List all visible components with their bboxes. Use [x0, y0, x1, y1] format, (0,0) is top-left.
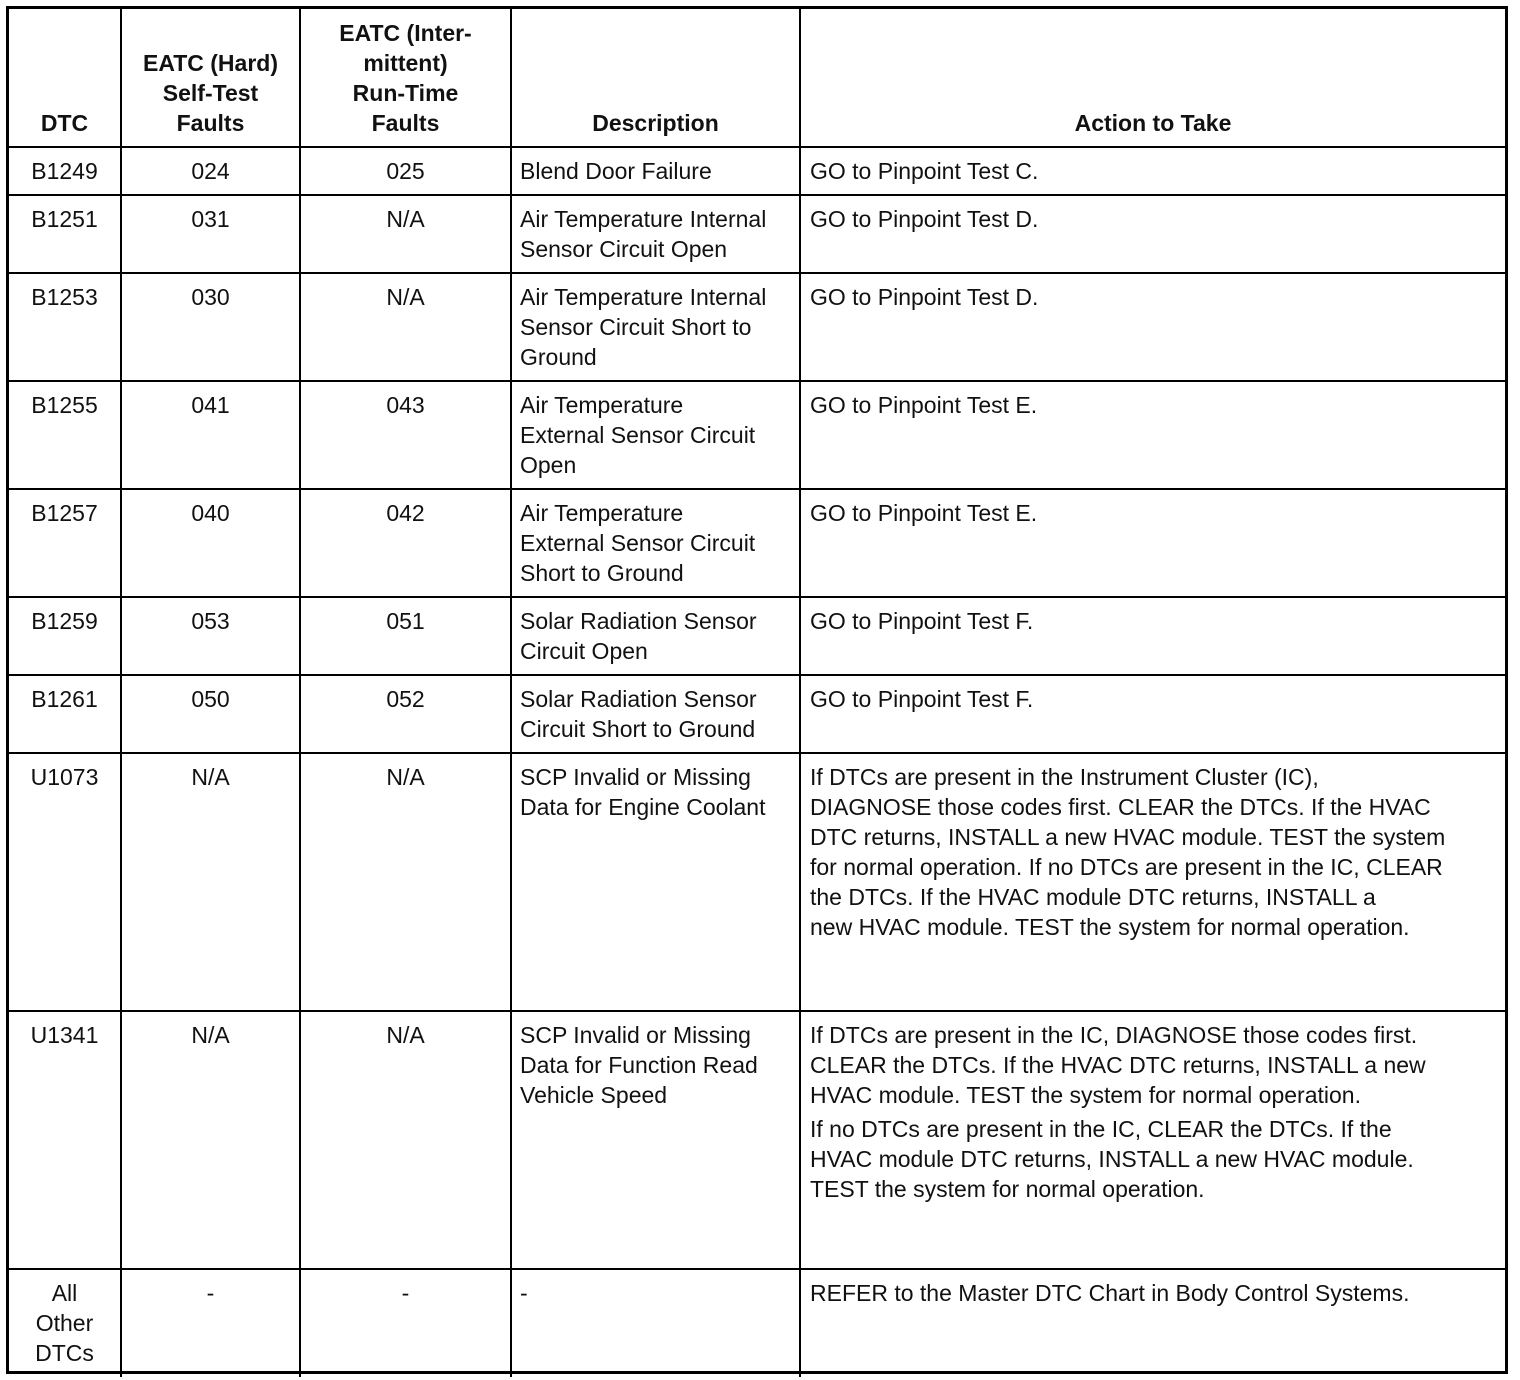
action-paragraph: If no DTCs are present in the IC, CLEAR the DTCs. If the HVAC module DTC returns, INSTALL a new HVAC module. TEST the system for normal operation.: [810, 1116, 1414, 1202]
cell-action: [800, 273, 1505, 381]
cell-dtc-code: B1257: [9, 489, 121, 597]
cell-intermittent-fault: 052: [300, 675, 511, 753]
action-paragraph: REFER to the Master DTC Chart in Body Control Systems.: [810, 1280, 1410, 1306]
cell-action: [800, 381, 1505, 489]
action-paragraph: If DTCs are present in the Instrument Cluster (IC), DIAGNOSE those codes first. CLEAR the DTCs. If the HVAC DTC returns, INSTALL a new HVAC module. TEST the system for normal operation. If no DTCs are present in the IC, CLEAR the DTCs. If the HVAC module DTC returns, INSTALL a new HVAC module. TEST the system for normal operation.: [810, 764, 1446, 940]
cell-description: Air Temperature Internal Sensor Circuit Short to Ground: [511, 273, 800, 381]
action-paragraph: GO to Pinpoint Test E.: [810, 392, 1038, 418]
table-row: [9, 753, 1505, 1011]
table-row: [9, 675, 1505, 753]
cell-dtc-code: B1251: [9, 195, 121, 273]
cell-action: [800, 675, 1505, 753]
cell-intermittent-fault: N/A: [300, 273, 511, 381]
cell-intermittent-fault: N/A: [300, 195, 511, 273]
action-paragraph: GO to Pinpoint Test F.: [810, 608, 1034, 634]
cell-intermittent-fault: 051: [300, 597, 511, 675]
table-row: [9, 597, 1505, 675]
cell-description: -: [511, 1269, 800, 1377]
cell-action: [800, 195, 1505, 273]
header-dtc: DTC: [9, 9, 121, 147]
cell-hard-fault: N/A: [121, 1011, 300, 1269]
table-row: [9, 273, 1505, 381]
cell-intermittent-fault: -: [300, 1269, 511, 1377]
table-row: [9, 1269, 1505, 1377]
header-action: Action to Take: [800, 9, 1505, 147]
cell-action: [800, 1011, 1505, 1269]
header-description: Description: [511, 9, 800, 147]
action-paragraph: GO to Pinpoint Test E.: [810, 500, 1038, 526]
cell-hard-fault: -: [121, 1269, 300, 1377]
cell-description: Solar Radiation Sensor Circuit Short to Ground: [511, 675, 800, 753]
cell-dtc-code: All Other DTCs: [9, 1269, 121, 1377]
cell-hard-fault: 050: [121, 675, 300, 753]
header-hard-faults: EATC (Hard) Self-Test Faults: [121, 9, 300, 147]
table-row: [9, 1011, 1505, 1269]
cell-action: [800, 597, 1505, 675]
table-row: [9, 489, 1505, 597]
cell-dtc-code: B1253: [9, 273, 121, 381]
cell-hard-fault: 030: [121, 273, 300, 381]
cell-hard-fault: 024: [121, 147, 300, 195]
cell-hard-fault: 031: [121, 195, 300, 273]
cell-description: Air Temperature External Sensor Circuit Short to Ground: [511, 489, 800, 597]
cell-description: SCP Invalid or Missing Data for Function Read Vehicle Speed: [511, 1011, 800, 1269]
table-row: [9, 147, 1505, 195]
cell-action: [800, 1269, 1505, 1377]
cell-hard-fault: 040: [121, 489, 300, 597]
header-row: [9, 9, 1505, 147]
cell-intermittent-fault: 042: [300, 489, 511, 597]
action-paragraph: GO to Pinpoint Test D.: [810, 284, 1039, 310]
table-row: [9, 381, 1505, 489]
cell-intermittent-fault: N/A: [300, 753, 511, 1011]
header-intermittent-faults: EATC (Inter- mittent) Run-Time Faults: [300, 9, 511, 147]
cell-description: Air Temperature Internal Sensor Circuit Open: [511, 195, 800, 273]
cell-hard-fault: 041: [121, 381, 300, 489]
dtc-table: [9, 9, 1505, 1377]
cell-action: [800, 489, 1505, 597]
cell-description: SCP Invalid or Missing Data for Engine Coolant: [511, 753, 800, 1011]
cell-hard-fault: N/A: [121, 753, 300, 1011]
cell-action: [800, 753, 1505, 1011]
action-paragraph: GO to Pinpoint Test F.: [810, 686, 1034, 712]
cell-action: [800, 147, 1505, 195]
dtc-table-frame: [6, 6, 1508, 1374]
action-paragraph: GO to Pinpoint Test D.: [810, 206, 1039, 232]
cell-dtc-code: B1249: [9, 147, 121, 195]
cell-dtc-code: B1261: [9, 675, 121, 753]
cell-intermittent-fault: 043: [300, 381, 511, 489]
cell-description: Blend Door Failure: [511, 147, 800, 195]
cell-dtc-code: B1255: [9, 381, 121, 489]
cell-description: Air Temperature External Sensor Circuit Open: [511, 381, 800, 489]
action-paragraph: GO to Pinpoint Test C.: [810, 158, 1039, 184]
cell-dtc-code: B1259: [9, 597, 121, 675]
action-paragraph: If DTCs are present in the IC, DIAGNOSE those codes first. CLEAR the DTCs. If the HVAC DTC returns, INSTALL a new HVAC module. TEST the system for normal operation.: [810, 1022, 1426, 1108]
cell-description: Solar Radiation Sensor Circuit Open: [511, 597, 800, 675]
table-row: [9, 195, 1505, 273]
cell-intermittent-fault: N/A: [300, 1011, 511, 1269]
cell-intermittent-fault: 025: [300, 147, 511, 195]
cell-dtc-code: U1341: [9, 1011, 121, 1269]
cell-dtc-code: U1073: [9, 753, 121, 1011]
cell-hard-fault: 053: [121, 597, 300, 675]
